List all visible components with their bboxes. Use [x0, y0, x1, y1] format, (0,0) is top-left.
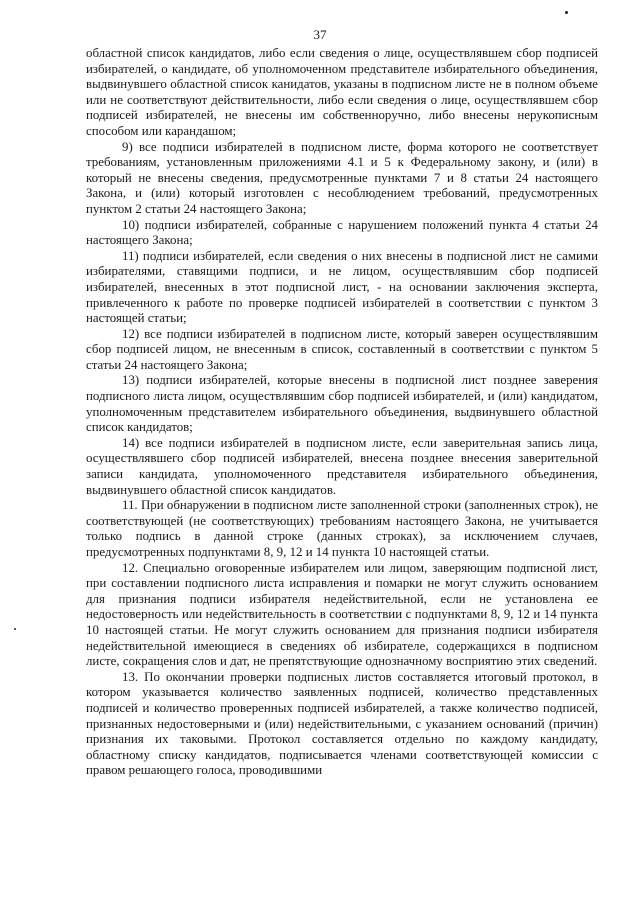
paragraph-clause-11: 11. При обнаружении в подписном листе заполненной строки (заполненных строк), не соответствующей (не соответствующих) требованиям настоящего Закона, не учитывается только подпись в данной строке (данных строках), за исключением случаев, предусмотренных подпунктами 8, 9, 12 и 14 пункта 10 настоящей статьи. — [86, 498, 598, 559]
paragraph-clause-13: 13. По окончании проверки подписных листов составляется итоговый протокол, в котором указывается количество заявленных подписей, количество представленных подписей и количество проверенных подписей избирателей, а также количество подписей, признанных недостоверными и (или) недействительными, с указанием оснований (причин) признания их таковыми. Протокол составляется отдельно по каждому кандидату, областному списку кандидатов, подписывается членами соответствующей комиссии с правом решающего голоса, проводившими — [86, 669, 598, 778]
paragraph-continuation: областной список кандидатов, либо если сведения о лице, осуществлявшем сбор подписей избирателей, о кандидате, об уполномоченном представителе избирательного объединения, выдвинувшего областной список канидатов, указаны в подписном листе не в полном объеме или не соответствуют действительности, либо если сведения о лице, осуществлявшем сбор подписей избирателей, не внесены им собственноручно, либо внесены нерукописным способом или карандашом; — [86, 46, 598, 138]
paragraph-subitem-11: 11) подписи избирателей, если сведения о них внесены в подписной лист не самими избирателями, ставящими подписи, и не лицом, осуществлявшим сбор подписей избирателей, внесенных в этот подписной лист, - на основании заключения эксперта, привлеченного к работе по проверке подписей избирателей в соответствии с пунктом 3 настоящей статьи; — [86, 248, 598, 326]
paragraph-subitem-9: 9) все подписи избирателей в подписном листе, форма которого не соответствует требованиям, установленным приложениями 4.1 и 5 к Федеральному закону, и (или) в который не внесены сведения, предусмотренные пунктами 7 и 8 статьи 24 настоящего Закона, и (или) который изготовлен с несоблюдением требований, предусмотренных пунктом 2 статьи 24 настоящего Закона; — [86, 139, 598, 216]
page-number: 37 — [313, 27, 327, 42]
paragraph-subitem-14: 14) все подписи избирателей в подписном листе, если заверительная запись лица, осуществлявшего сбор подписей избирателей, внесена позднее внесения заверительной записи кандидата, уполномоченного представителя избирательного объединения, выдвинувшего областной список кандидатов. — [86, 435, 598, 497]
paragraph-subitem-12: 12) все подписи избирателей в подписном листе, который заверен осуществлявшим сбор подписей лицом, не внесенным в список, составленный в соответствии с пунктом 5 статьи 24 настоящего Закона; — [86, 326, 598, 372]
scan-speck-top-right — [565, 11, 568, 14]
scan-speck-left-margin — [14, 628, 16, 630]
document-body — [86, 46, 598, 779]
paragraph-subitem-13: 13) подписи избирателей, которые внесены в подписной лист позднее заверения подписного листа лицом, осуществлявшим сбор подписей избирателей, и (или) кандидатом, уполномоченным представителем избирательного объединения, выдвинувшего областной список кандидатов; — [86, 373, 598, 435]
paragraph-subitem-10: 10) подписи избирателей, собранные с нарушением положений пункта 4 статьи 24 настоящего Закона; — [86, 217, 598, 248]
paragraph-clause-12: 12. Специально оговоренные избирателем или лицом, заверяющим подписной лист, при составлении подписного листа исправления и помарки не могут служить основанием для признания подписи избирателя недействительной, если не установлена ее недостоверность или недействительность в соответствии с подпунктами 8, 9, 12 и 14 пункта 10 настоящей статьи. Не могут служить основанием для признания подписи избирателя недействительной имеющиеся в сведениях об избирателе, содержащихся в подписном листе, сокращения слов и дат, не препятствующие однозначному восприятию этих сведений. — [86, 560, 598, 669]
